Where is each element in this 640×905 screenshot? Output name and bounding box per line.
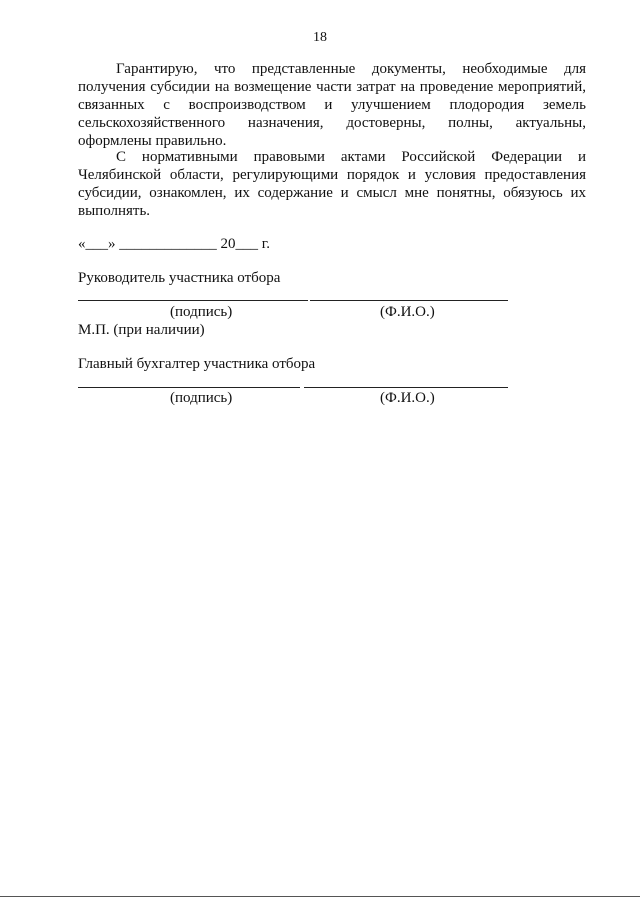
date-line: «___» _____________ 20___ г. [78,236,270,252]
accountant-signature-line [78,387,300,388]
page-number: 18 [313,30,327,45]
head-signature-caption: (подпись) [170,304,233,320]
acknowledgement-paragraph [78,148,586,220]
head-name-caption: (Ф.И.О.) [380,304,435,320]
guarantee-text: Гарантирую, что представленные документы, необходимые для получения субсидии на возмещение части затрат на проведение мероприятий, связанных с воспроизводством и улучшением плодородия земель сельскохозяйственного назначения, достоверны, полны, актуальны, оформлены правильно. [78,61,586,149]
accountant-signature-caption: (подпись) [170,390,233,406]
accountant-label: Главный бухгалтер участника отбора [78,356,316,372]
stamp-note: М.П. (при наличии) [78,322,205,338]
head-label: Руководитель участника отбора [78,270,281,286]
page-bottom-rule [0,896,640,897]
accountant-name-line [304,387,508,388]
head-name-line [310,300,508,301]
head-signature-line [78,300,308,301]
accountant-name-caption: (Ф.И.О.) [380,390,435,406]
acknowledgement-text: С нормативными правовыми актами Российской Федерации и Челябинской области, регулирующими порядок и условия предоставления субсидии, ознакомлен, их содержание и смысл мне понятны, обязуюсь их выполнять. [78,149,586,219]
guarantee-paragraph [78,60,586,150]
